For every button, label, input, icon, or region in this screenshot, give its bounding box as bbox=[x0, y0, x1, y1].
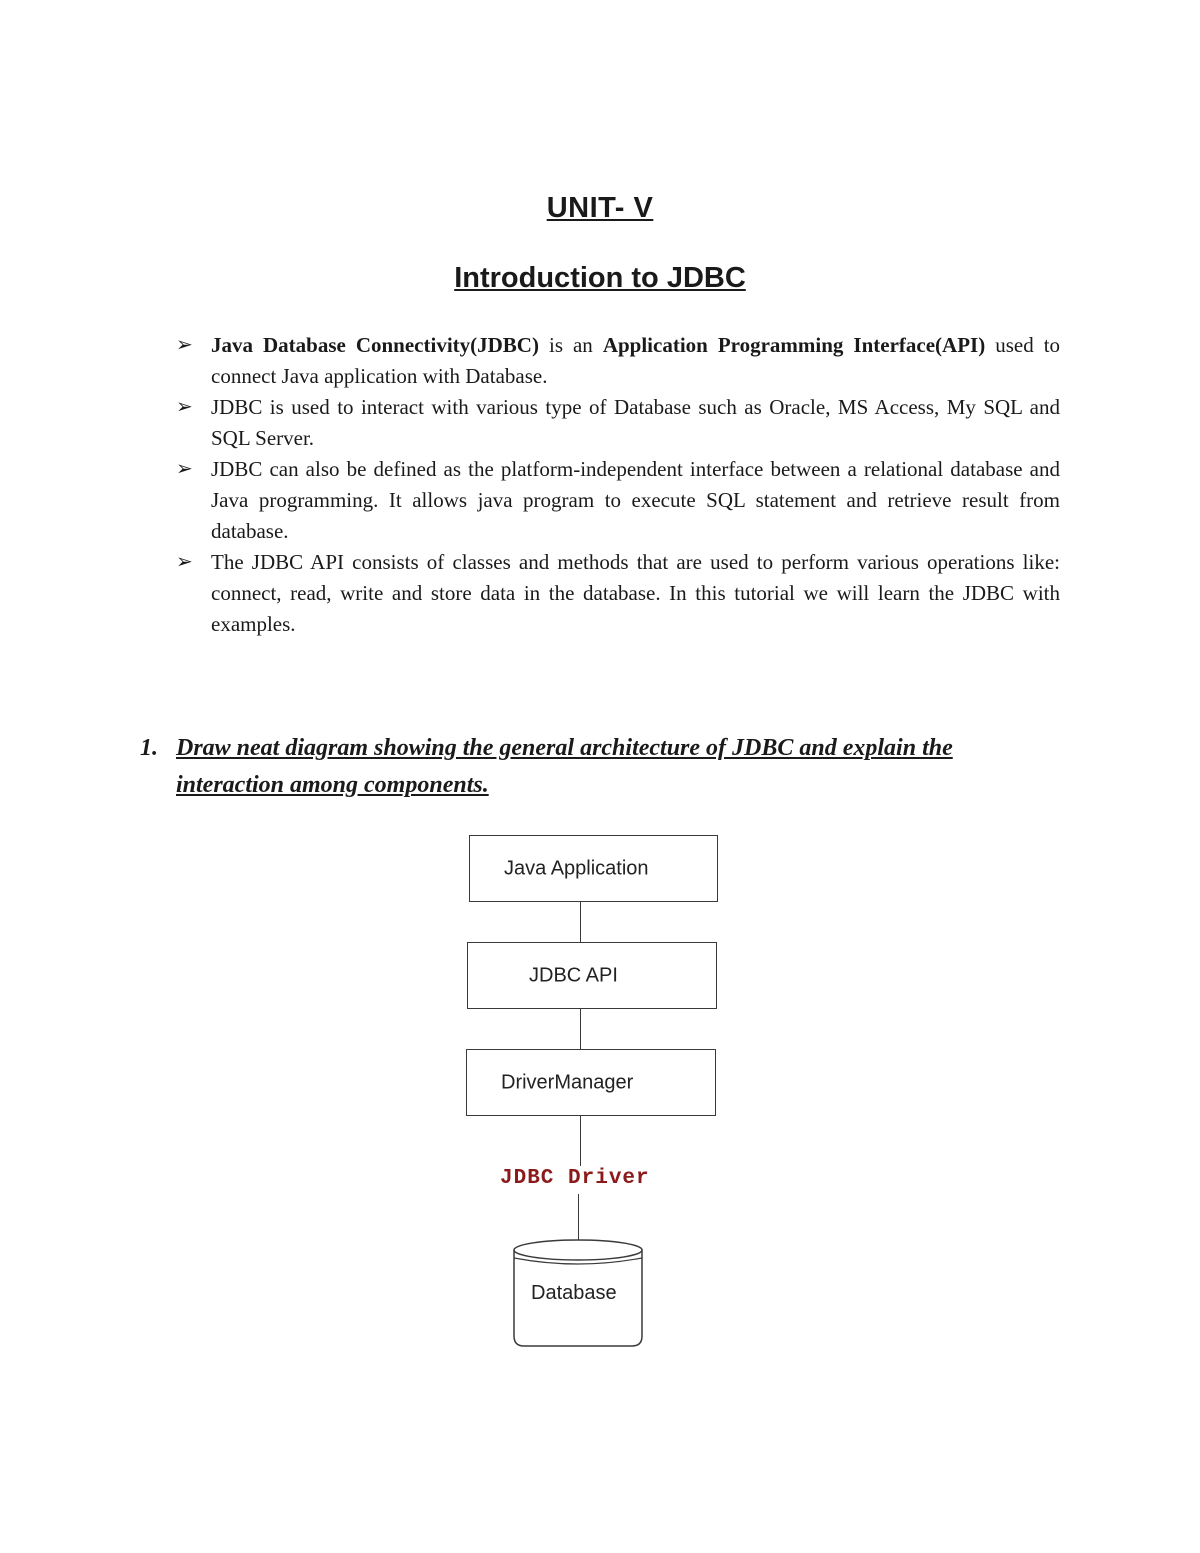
bullet-text: JDBC is used to interact with various type of Database such as Oracle, MS Access, My SQL and SQL Server. bbox=[211, 395, 1060, 450]
connector-line bbox=[580, 902, 581, 942]
arrow-bullet-icon: ➢ bbox=[176, 334, 193, 356]
section-title: Introduction to JDBC bbox=[454, 262, 746, 294]
arrow-bullet-icon: ➢ bbox=[176, 396, 193, 418]
bullet-text: used to connect Java application with Database. bbox=[211, 333, 1061, 388]
bold-term: Application Programming Interface(API) bbox=[602, 333, 986, 357]
unit-heading: UNIT- V bbox=[546, 192, 654, 224]
arrow-bullet-icon: ➢ bbox=[176, 551, 193, 573]
database-label: Database bbox=[531, 1282, 617, 1304]
bullet-text: JDBC can also be defined as the platform-independent interface between a relational database and Java programming. It allows java program to execute SQL statement and retrieve result from database. bbox=[211, 457, 1060, 543]
connector-line bbox=[580, 1009, 581, 1049]
bullet-text: The JDBC API consists of classes and methods that are used to perform various operations like: connect, read, write and store data in the database. In this tutorial we will learn the JDBC with examples. bbox=[211, 550, 1060, 636]
bullet-text: is an bbox=[538, 333, 603, 357]
java-application-label: Java Application bbox=[504, 857, 649, 879]
question-text: Draw neat diagram showing the general architecture of JDBC and explain the interaction among components. bbox=[176, 735, 953, 798]
driver-manager-box bbox=[466, 1049, 716, 1116]
question-number: 1. bbox=[140, 735, 158, 761]
jdbc-driver-label: JDBC Driver bbox=[500, 1167, 650, 1190]
jdbc-api-label: JDBC API bbox=[529, 964, 618, 986]
java-application-box bbox=[469, 835, 718, 902]
connector-line bbox=[578, 1194, 579, 1242]
connector-line bbox=[580, 1116, 581, 1166]
jdbc-api-box bbox=[467, 942, 717, 1009]
driver-manager-label: DriverManager bbox=[501, 1071, 634, 1093]
arrow-bullet-icon: ➢ bbox=[176, 458, 193, 480]
bold-term: Java Database Connectivity(JDBC) bbox=[211, 333, 539, 357]
